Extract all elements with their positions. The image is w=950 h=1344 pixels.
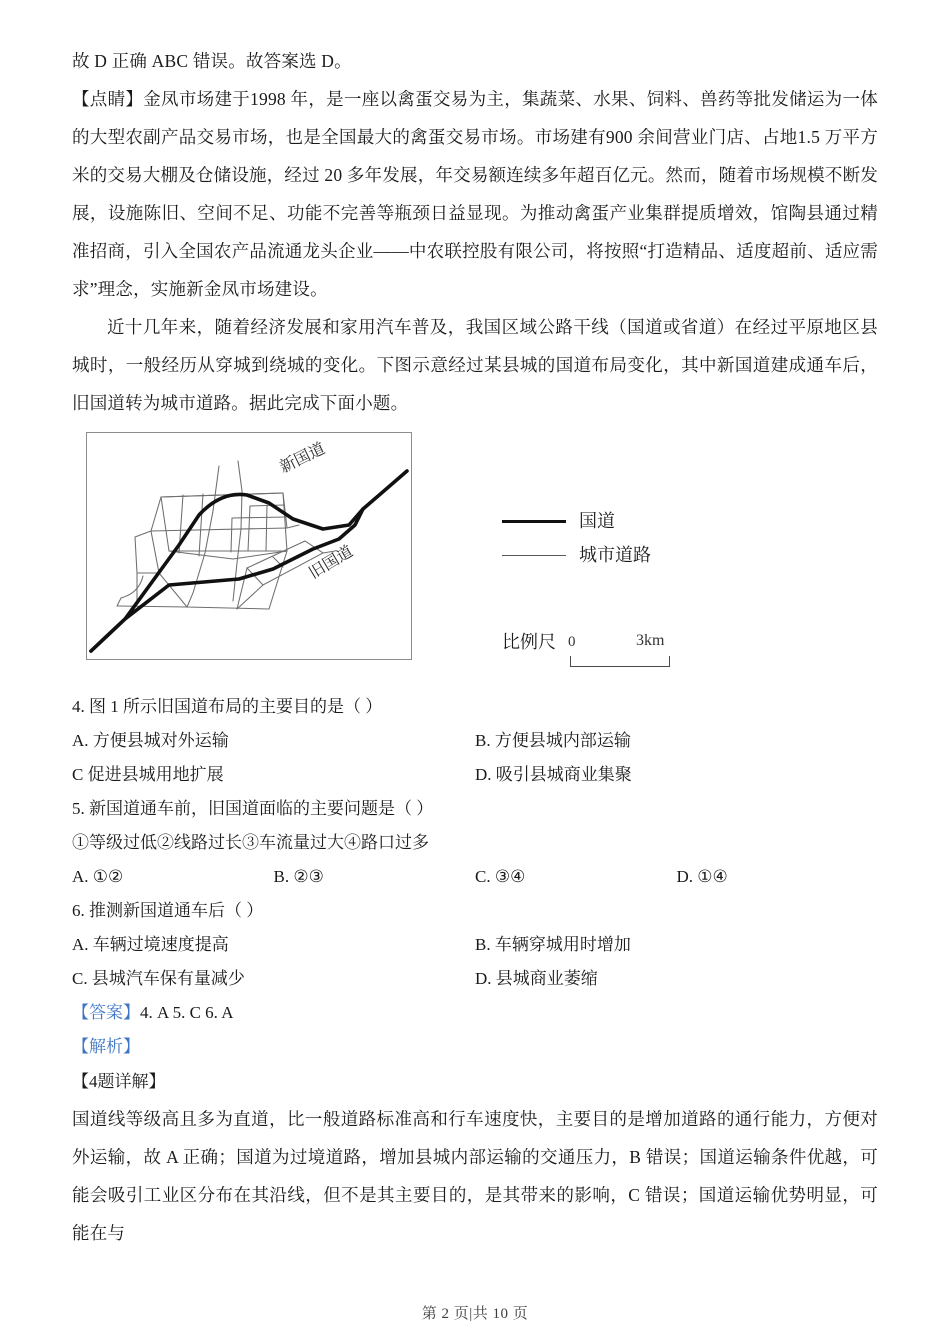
paragraph-dianjing: 【点睛】金凤市场建于1998 年，是一座以禽蛋交易为主，集蔬菜、水果、饲料、兽药等批发储运为一体的大型农副产品交易市场，也是全国最大的禽蛋交易市场。市场建有900 余间营业门店、占地1.5 万平方米的交易大棚及仓储设施，经过 20 多年发展，年交易额连续多年超百亿元。然而，随着市场规模不断发展，设施陈旧、空间不足、功能不完善等瓶颈日益显现。为推动禽蛋产业集群提质增效，馆陶县通过精准招商，引入全国农产品流通龙头企业——中农联控股有限公司，将按照“打造精品、适度超前、适应需求”理念，实施新金凤市场建设。 bbox=[72, 89, 878, 299]
legend-item-city-road bbox=[502, 538, 762, 572]
question-6-options-row-1 bbox=[72, 928, 878, 962]
question-6-option-b[interactable]: B. 车辆穿城用时增加 bbox=[475, 935, 631, 954]
legend-item-national-highway bbox=[502, 504, 762, 538]
page-body-column bbox=[72, 42, 878, 1252]
thin-line-icon bbox=[502, 555, 566, 556]
analysis-label: 【解析】 bbox=[72, 1037, 140, 1056]
question-4-stem: 4. 图 1 所示旧国道布局的主要目的是（ ） bbox=[72, 697, 383, 716]
question-5-statements: ①等级过低②线路过长③车流量过大④路口过多 bbox=[72, 833, 429, 852]
question-5-options-row bbox=[72, 860, 878, 894]
question-6-stem: 6. 推测新国道通车后（ ） bbox=[72, 901, 264, 920]
scale-max-label: 3km bbox=[636, 632, 665, 649]
legend-label-city-road: 城市道路 bbox=[579, 545, 651, 565]
question-6-option-c[interactable]: C. 县城汽车保有量减少 bbox=[72, 969, 245, 988]
thick-line-icon bbox=[502, 520, 566, 523]
page-number-text: 第 2 页|共 10 页 bbox=[421, 1306, 529, 1322]
paragraph-passage-intro: 近十几年来，随着经济发展和家用汽车普及，我国区域公路干线（国道或省道）在经过平原地区县城时，一般经历从穿城到绕城的变化。下图示意经过某县城的国道布局变化，其中新国道建成通车后，旧国道转为城市道路。据此完成下面小题。 bbox=[72, 317, 878, 413]
map-label-old-highway: 旧国道 bbox=[306, 543, 357, 583]
map-frame bbox=[86, 432, 412, 660]
scale-min-label: 0 bbox=[568, 634, 576, 650]
question-5-option-c[interactable]: C. ③④ bbox=[475, 867, 526, 886]
question-4-option-d[interactable]: D. 吸引县城商业集聚 bbox=[475, 765, 632, 784]
detail-text-q4: 国道线等级高且多为直道，比一般道路标准高和行车速度快，主要目的是增加道路的通行能力，方便对外运输，故 A 正确；国道为过境道路，增加县城内部运输的交通压力，B 错误；国道运输条件优越，可能会吸引工业区分布在其沿线，但不是其主要目的，是其带来的影响，C 错误；国道运输优势明显，可能在与 bbox=[72, 1109, 878, 1243]
question-4-option-b[interactable]: B. 方便县城内部运输 bbox=[475, 731, 631, 750]
answer-label: 【答案】 bbox=[72, 1003, 140, 1022]
question-5-stem: 5. 新国道通车前，旧国道面临的主要问题是（ ） bbox=[72, 799, 434, 818]
map-label-new-highway: 新国道 bbox=[277, 440, 328, 477]
scale-title: 比例尺 bbox=[502, 632, 556, 652]
legend-label-national-highway: 国道 bbox=[579, 511, 615, 531]
question-4-option-c[interactable]: C 促进县城用地扩展 bbox=[72, 765, 224, 784]
question-5-option-a[interactable]: A. ①② bbox=[72, 867, 124, 886]
map-svg bbox=[87, 433, 411, 659]
paragraph-conclusion: 故 D 正确 ABC 错误。故答案选 D。 bbox=[72, 51, 352, 71]
answer-value: 4. A 5. C 6. A bbox=[140, 1003, 234, 1022]
page-footer bbox=[0, 1302, 950, 1323]
question-5-option-b[interactable]: B. ②③ bbox=[273, 867, 324, 886]
question-6-option-a[interactable]: A. 车辆过境速度提高 bbox=[72, 935, 229, 954]
map-scale-bar-block bbox=[502, 624, 762, 680]
question-5-option-d[interactable]: D. ①④ bbox=[676, 867, 728, 886]
question-4-options-row-2 bbox=[72, 758, 878, 792]
answer-line bbox=[72, 996, 878, 1030]
figure-county-highway-layout bbox=[72, 432, 878, 690]
new-national-highway-line bbox=[91, 471, 407, 651]
question-4-options-row-1 bbox=[72, 724, 878, 758]
question-6-options-row-2 bbox=[72, 962, 878, 996]
scale-bar-graphic bbox=[570, 656, 670, 667]
detail-heading-q4: 【4题详解】 bbox=[72, 1072, 166, 1091]
question-4-option-a[interactable]: A. 方便县城对外运输 bbox=[72, 731, 229, 750]
map-legend bbox=[502, 504, 762, 572]
analysis-line bbox=[72, 1030, 878, 1064]
question-6-option-d[interactable]: D. 县城商业萎缩 bbox=[475, 969, 598, 988]
